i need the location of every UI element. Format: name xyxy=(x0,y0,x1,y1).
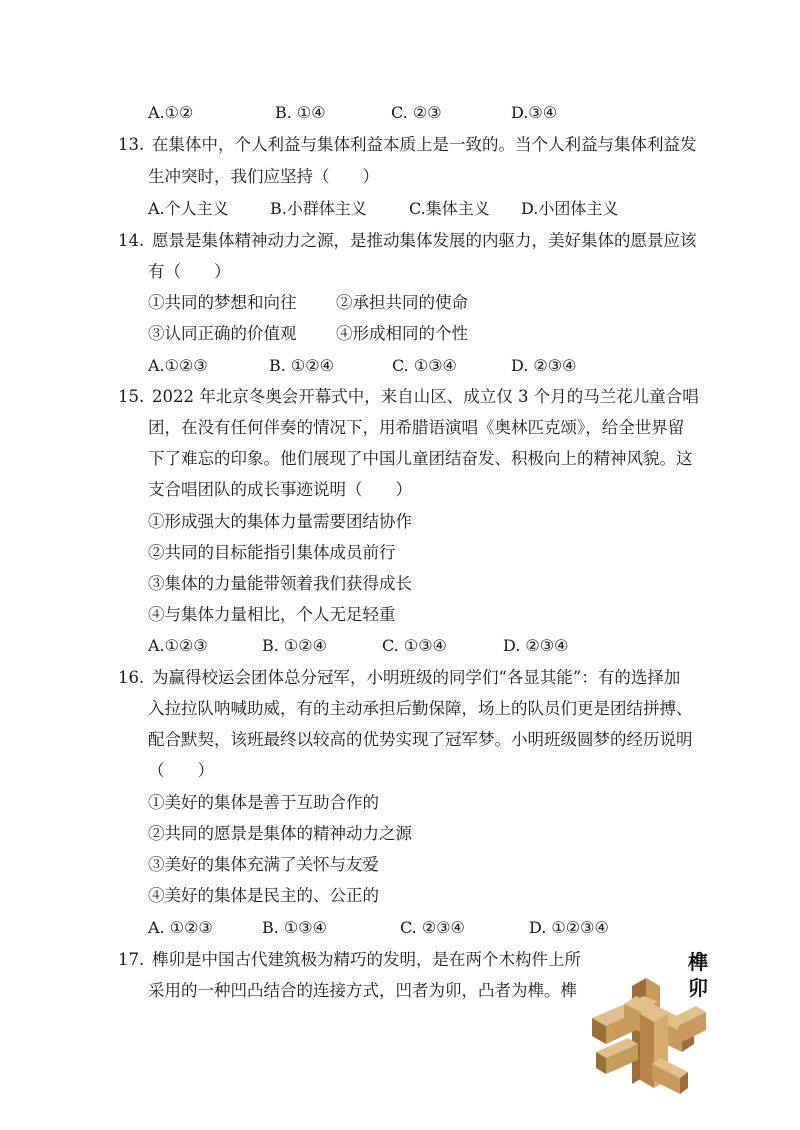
q14-option-d: D. ②③④ xyxy=(511,356,577,375)
q14-option-b: B. ①②④ xyxy=(269,356,334,375)
q15-option-a: A.①②③ xyxy=(148,636,208,655)
q16-option-a: A. ①②③ xyxy=(148,918,213,937)
figure-label-mao: 卯 xyxy=(688,976,708,1000)
q15-stem-line-3: 下了难忘的印象。他们展现了中国儿童团结奋发、积极向上的精神风貌。这 xyxy=(148,449,693,468)
q15-statement-3: ③集体的力量能带领着我们获得成长 xyxy=(148,574,412,593)
mortise-tenon-figure xyxy=(584,948,712,1098)
q14-statement-3: ③认同正确的价值观 xyxy=(148,324,297,343)
figure-label-sun: 榫 xyxy=(688,950,708,974)
q13-stem-line-2: 生冲突时，我们应坚持（ ） xyxy=(148,167,379,186)
q15-number: 15. xyxy=(118,387,145,406)
q15-statement-2: ②共同的目标能指引集体成员前行 xyxy=(148,543,396,562)
q12-option-a: A.①② xyxy=(148,103,194,122)
q17-stem-line-1: 榫卯是中国古代建筑极为精巧的发明，是在两个木构件上所 xyxy=(152,950,581,969)
q14-statement-4: ④形成相同的个性 xyxy=(336,324,468,343)
q13-option-c: C.集体主义 xyxy=(409,199,490,218)
q13-option-d: D.小团体主义 xyxy=(521,199,619,218)
q16-stem-line-2: 入拉拉队呐喊助威，有的主动承担后勤保障，场上的队员们更是团结拼搏、 xyxy=(148,699,693,718)
q14-number: 14. xyxy=(118,231,145,250)
q12-option-d: D.③④ xyxy=(511,103,558,122)
q16-statement-4: ④美好的集体是民主的、公正的 xyxy=(148,886,379,905)
q15-stem-line-1: 2022 年北京冬奥会开幕式中，来自山区、成立仅 3 个月的马兰花儿童合唱 xyxy=(152,387,699,406)
q16-stem-line-4: （ ） xyxy=(148,761,214,780)
q15-statement-4: ④与集体力量相比，个人无足轻重 xyxy=(148,605,396,624)
q14-option-c: C. ①③④ xyxy=(392,356,457,375)
q16-option-c: C. ②③④ xyxy=(400,918,465,937)
q15-option-c: C. ①③④ xyxy=(382,636,447,655)
q14-stem-line-2: 有（ ） xyxy=(148,262,231,281)
q13-option-a: A.个人主义 xyxy=(148,199,229,218)
q15-stem-line-2: 团，在没有任何伴奏的情况下，用希腊语演唱《奥林匹克颂》，给全世界留 xyxy=(148,418,685,437)
q16-statement-2: ②共同的愿景是集体的精神动力之源 xyxy=(148,824,412,843)
q12-option-b: B. ①④ xyxy=(275,103,326,122)
q15-option-d: D. ②③④ xyxy=(503,636,569,655)
q14-stem-line-1: 愿景是集体精神动力之源，是推动集体发展的内驱力，美好集体的愿景应该 xyxy=(152,231,697,250)
q13-number: 13. xyxy=(118,135,145,154)
q14-option-a: A.①②③ xyxy=(148,356,208,375)
q15-stem-line-4: 支合唱团队的成长事迹说明（ ） xyxy=(148,480,412,499)
q16-option-b: B. ①③④ xyxy=(262,918,327,937)
q14-statement-1: ①共同的梦想和向往 xyxy=(148,293,297,312)
q15-statement-1: ①形成强大的集体力量需要团结协作 xyxy=(148,512,412,531)
q12-option-c: C. ②③ xyxy=(391,103,442,122)
q16-statement-3: ③美好的集体充满了关怀与友爱 xyxy=(148,855,379,874)
q17-number: 17. xyxy=(118,950,145,969)
q16-option-d: D. ①②③④ xyxy=(529,918,609,937)
q14-statement-2: ②承担共同的使命 xyxy=(336,293,468,312)
q17-stem-line-2: 采用的一种凹凸结合的连接方式，凹者为卯，凸者为榫。榫 xyxy=(148,981,577,1000)
q16-number: 16. xyxy=(118,668,145,687)
q15-option-b: B. ①②④ xyxy=(262,636,327,655)
q16-stem-line-3: 配合默契，该班最终以较高的优势实现了冠军梦。小明班级圆梦的经历说明 xyxy=(148,730,693,749)
q16-stem-line-1: 为赢得校运会团体总分冠军，小明班级的同学们“各显其能”：有的选择加 xyxy=(152,668,681,687)
q16-statement-1: ①美好的集体是善于互助合作的 xyxy=(148,793,379,812)
q13-option-b: B.小群体主义 xyxy=(270,199,367,218)
q13-stem-line-1: 在集体中，个人利益与集体利益本质上是一致的。当个人利益与集体利益发 xyxy=(152,135,697,154)
